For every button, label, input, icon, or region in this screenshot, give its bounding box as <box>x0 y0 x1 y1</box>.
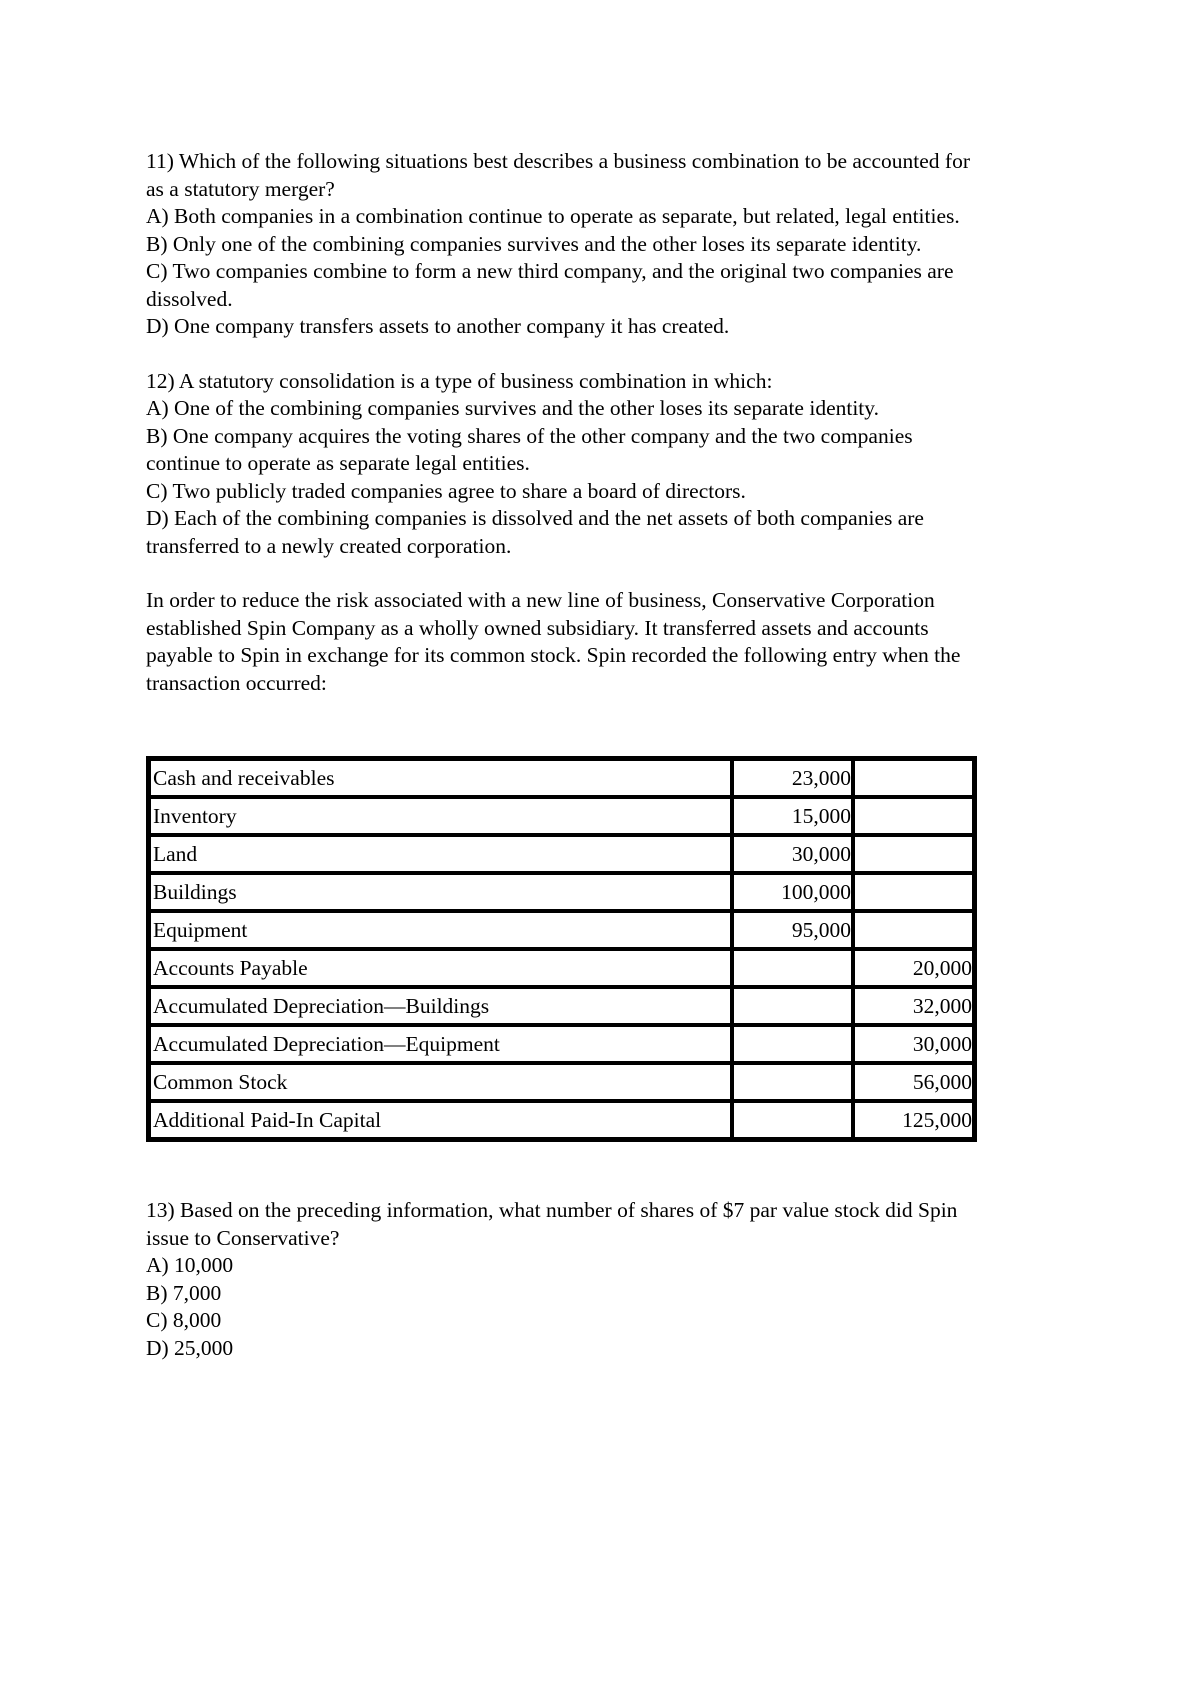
question-12 <box>146 368 1076 561</box>
question-13-option-a: A) 10,000 <box>146 1253 234 1277</box>
table-row <box>149 759 974 797</box>
scenario-intro-line3: payable to Spin in exchange for its common stock. Spin recorded the following entry when the <box>146 643 961 667</box>
question-12-option-d-line2: transferred to a newly created corporation. <box>146 533 512 558</box>
table-row <box>149 911 974 949</box>
debit-cell: 15,000 <box>732 797 853 835</box>
credit-cell: 20,000 <box>853 949 974 987</box>
credit-cell: 125,000 <box>853 1101 974 1139</box>
question-11-stem-line1: 11) Which of the following situations best describes a business combination to be accounted for <box>146 149 970 173</box>
debit-cell: 30,000 <box>732 835 853 873</box>
question-13 <box>146 1197 1076 1362</box>
account-cell: Equipment <box>149 911 732 949</box>
table-row <box>149 797 974 835</box>
account-cell: Accounts Payable <box>149 949 732 987</box>
debit-cell <box>732 1025 853 1063</box>
question-11-option-c-line2: dissolved. <box>146 286 233 311</box>
question-11 <box>146 148 1076 341</box>
debit-cell: 95,000 <box>732 911 853 949</box>
question-12-stem: 12) A statutory consolidation is a type of business combination in which: <box>146 368 773 393</box>
credit-cell: 56,000 <box>853 1063 974 1101</box>
account-cell: Land <box>149 835 732 873</box>
question-13-option-c: C) 8,000 <box>146 1308 222 1332</box>
credit-cell: 30,000 <box>853 1025 974 1063</box>
credit-cell <box>853 835 974 873</box>
journal-entry-table <box>146 756 977 1142</box>
table-row <box>149 1025 974 1063</box>
debit-cell: 23,000 <box>732 759 853 797</box>
question-11-option-a: A) Both companies in a combination continue to operate as separate, but related, legal entities. <box>146 204 960 228</box>
account-cell: Buildings <box>149 873 732 911</box>
scenario-intro <box>146 587 1076 697</box>
account-cell: Cash and receivables <box>149 759 732 797</box>
question-13-stem-line1: 13) Based on the preceding information, what number of shares of $7 par value stock did Spin <box>146 1198 958 1222</box>
credit-cell: 32,000 <box>853 987 974 1025</box>
credit-cell <box>853 911 974 949</box>
credit-cell <box>853 797 974 835</box>
credit-cell <box>853 759 974 797</box>
journal-entry-body <box>149 759 974 1139</box>
table-row <box>149 835 974 873</box>
debit-cell <box>732 987 853 1025</box>
question-12-option-c: C) Two publicly traded companies agree to share a board of directors. <box>146 478 746 503</box>
question-13-option-d: D) 25,000 <box>146 1335 234 1360</box>
journal-entry-table-wrap <box>146 756 977 1142</box>
credit-cell <box>853 873 974 911</box>
debit-cell: 100,000 <box>732 873 853 911</box>
scenario-intro-line4: transaction occurred: <box>146 670 327 695</box>
question-12-option-a: A) One of the combining companies survives and the other loses its separate identity. <box>146 396 880 420</box>
table-row <box>149 1101 974 1139</box>
account-cell: Accumulated Depreciation—Buildings <box>149 987 732 1025</box>
question-11-option-b: B) Only one of the combining companies survives and the other loses its separate identity. <box>146 231 922 256</box>
account-cell: Inventory <box>149 797 732 835</box>
question-12-option-b-line1: B) One company acquires the voting shares of the other company and the two companies <box>146 423 913 448</box>
account-cell: Additional Paid-In Capital <box>149 1101 732 1139</box>
debit-cell <box>732 949 853 987</box>
account-cell: Common Stock <box>149 1063 732 1101</box>
question-12-option-d-line1: D) Each of the combining companies is dissolved and the net assets of both companies are <box>146 506 924 530</box>
table-row <box>149 873 974 911</box>
table-row <box>149 949 974 987</box>
table-row <box>149 1063 974 1101</box>
document-page <box>146 148 1076 697</box>
question-11-option-d: D) One company transfers assets to another company it has created. <box>146 314 730 338</box>
debit-cell <box>732 1063 853 1101</box>
debit-cell <box>732 1101 853 1139</box>
account-cell: Accumulated Depreciation—Equipment <box>149 1025 732 1063</box>
table-row <box>149 987 974 1025</box>
question-12-option-b-line2: continue to operate as separate legal entities. <box>146 451 530 475</box>
question-13-stem-line2: issue to Conservative? <box>146 1225 340 1250</box>
scenario-intro-line2: established Spin Company as a wholly owned subsidiary. It transferred assets and accounts <box>146 615 929 640</box>
question-11-option-c-line1: C) Two companies combine to form a new third company, and the original two companies are <box>146 259 954 283</box>
question-11-stem-line2: as a statutory merger? <box>146 176 335 201</box>
question-13-option-b: B) 7,000 <box>146 1280 222 1305</box>
scenario-intro-line1: In order to reduce the risk associated with a new line of business, Conservative Corporation <box>146 588 935 612</box>
